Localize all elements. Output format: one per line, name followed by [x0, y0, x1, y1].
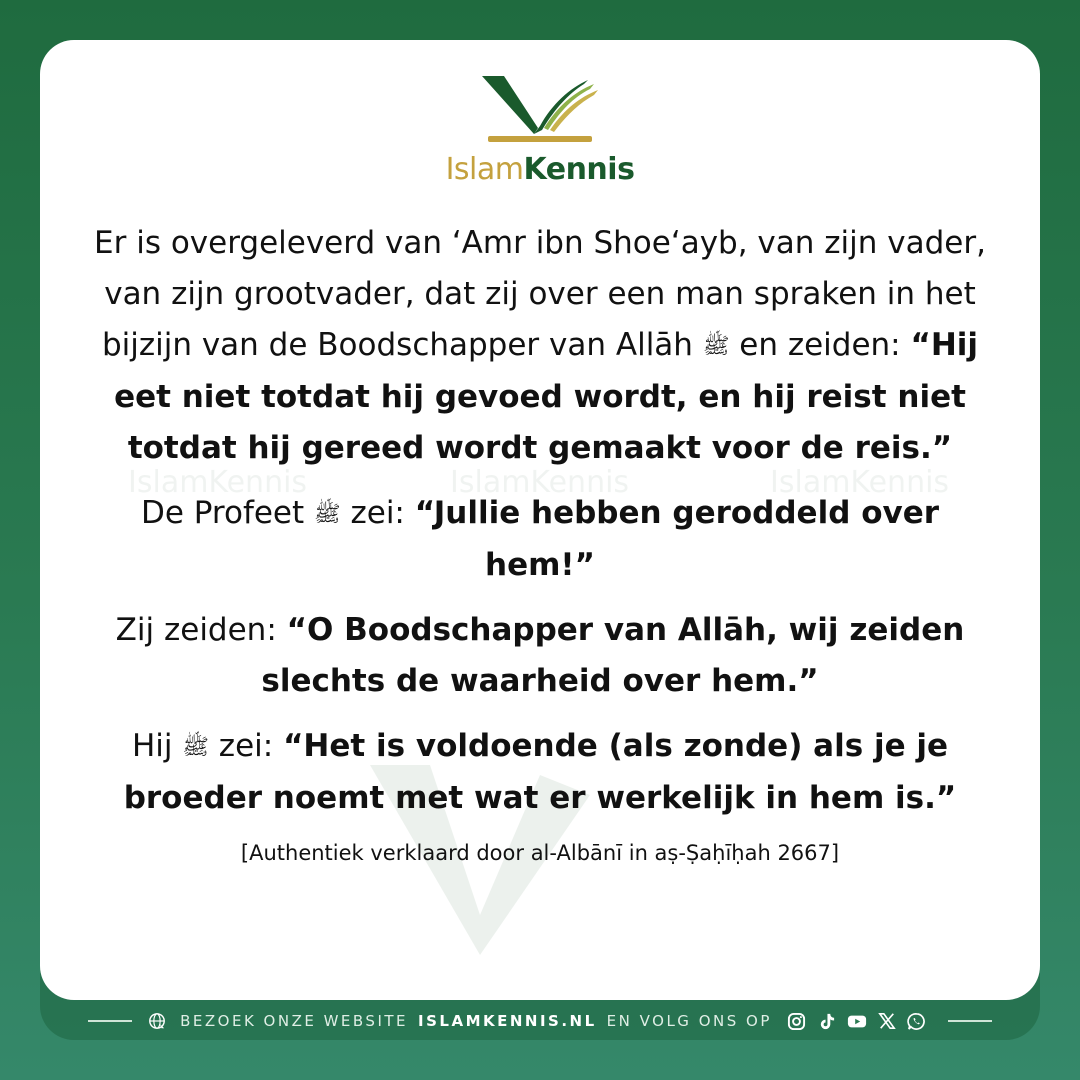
- x-icon[interactable]: [877, 1011, 897, 1031]
- globe-icon: [148, 1012, 166, 1030]
- watermark-text-1: IslamKennis: [128, 465, 308, 500]
- footer-bar: [0, 1004, 1080, 1038]
- quote-1: “Hij eet niet totdat hij gevoed wordt, en hij reist niet totdat hij gereed wordt gemaakt voor de reis.”: [114, 327, 979, 466]
- speaker-2: De Profeet: [140, 495, 305, 531]
- narration-intro: Er is overgeleverd van ‘Amr ibn Shoe‘ayb, van zijn vader, van zijn grootvader, dat zij over een man spraken in het bijzijn van de Boodschapper van Allāh: [94, 225, 986, 363]
- source-reference: [Authentiek verklaard door al-Albānī in aṣ-Ṣaḥīḥah 2667]: [240, 841, 840, 865]
- quote-4: “Het is voldoende (als zonde) als je je broeder noemt met wat er werkelijk in hem is.”: [123, 728, 957, 816]
- paragraph-4: [90, 721, 990, 824]
- footer-divider-right: [948, 1020, 992, 1022]
- social-icons: [782, 1011, 932, 1031]
- brand-name: [40, 152, 1040, 187]
- quote-3: “O Boodschapper van Allāh, wij zeiden slechts de waarheid over hem.”: [261, 612, 965, 699]
- brand-name-part-2: Kennis: [523, 152, 635, 187]
- website-link[interactable]: ISLAMKENNIS.NL: [418, 1012, 597, 1030]
- watermark-text-2: IslamKennis: [450, 465, 630, 500]
- speaker-4-verb: zei:: [218, 728, 274, 764]
- salawat-symbol: ﷺ: [702, 334, 730, 359]
- instagram-icon[interactable]: [787, 1011, 807, 1031]
- speaker-2-verb: zei:: [350, 495, 405, 531]
- whatsapp-icon[interactable]: [907, 1011, 927, 1031]
- narration-mid: en zeiden:: [739, 327, 901, 363]
- open-book-logo-icon: [470, 70, 610, 150]
- logo: [40, 70, 1040, 200]
- speaker-3: Zij zeiden:: [115, 612, 277, 648]
- salawat-symbol: ﷺ: [182, 735, 209, 760]
- watermark-text-3: IslamKennis: [770, 465, 950, 500]
- tiktok-icon[interactable]: [817, 1011, 837, 1031]
- footer-divider-left: [88, 1020, 132, 1022]
- footer-prefix: BEZOEK ONZE WEBSITE: [180, 1012, 409, 1030]
- speaker-4: Hij: [131, 728, 173, 764]
- content-card: [40, 40, 1040, 1000]
- footer-suffix: EN VOLG ONS OP: [606, 1012, 772, 1030]
- quote-2: “Jullie hebben geroddeld over hem!”: [414, 495, 940, 583]
- paragraph-1: [90, 218, 990, 474]
- brand-name-part-1: Islam: [445, 152, 524, 187]
- hadith-text: [90, 218, 990, 882]
- paragraph-2: [90, 488, 990, 591]
- youtube-icon[interactable]: [847, 1011, 867, 1031]
- salawat-symbol: ﷺ: [314, 502, 341, 527]
- paragraph-3: [90, 605, 990, 707]
